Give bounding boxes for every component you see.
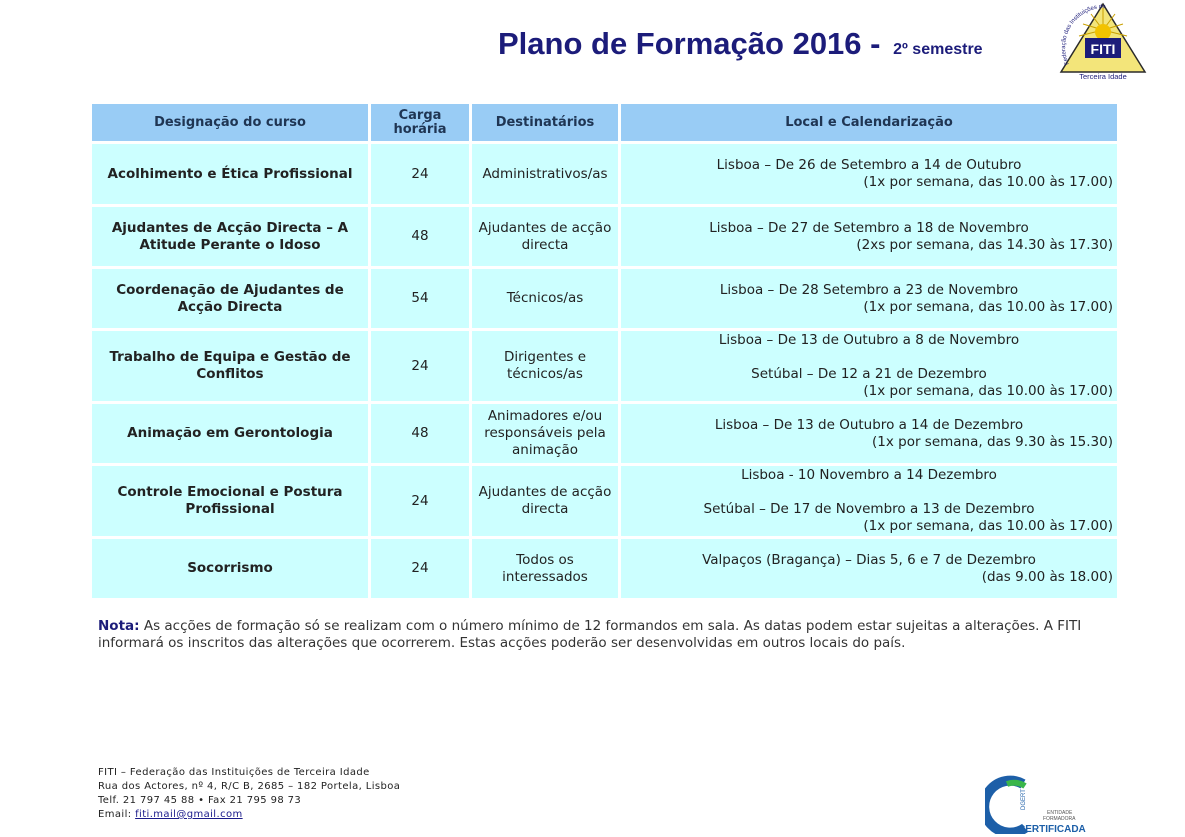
course-audience: Dirigentes e técnicos/as	[472, 331, 618, 401]
cert-org-text: DGERT	[1021, 789, 1027, 810]
logo-fiti-text: FITI	[1090, 41, 1116, 57]
certification-badge	[985, 772, 1090, 834]
course-schedule	[621, 539, 1117, 598]
table-row	[92, 331, 1117, 401]
schedule-line: Valpaços (Bragança) – Dias 5, 6 e 7 de Dezembro	[702, 551, 1036, 568]
cert-line1: ENTIDADE	[1047, 810, 1073, 816]
course-name: Socorrismo	[92, 539, 368, 598]
course-schedule	[621, 269, 1117, 328]
schedule-line: Setúbal – De 12 a 21 de Dezembro	[751, 366, 987, 382]
column-header-location: Local e Calendarização	[621, 104, 1117, 141]
course-hours: 48	[371, 207, 469, 266]
course-hours: 48	[371, 404, 469, 463]
course-schedule	[621, 207, 1117, 266]
course-name: Controle Emocional e Postura Profissional	[92, 466, 368, 536]
schedule-line: (1x por semana, das 10.00 às 17.00)	[863, 298, 1113, 315]
footer-address: Rua dos Actores, nº 4, R/C B, 2685 – 182 Portela, Lisboa	[98, 781, 401, 792]
course-name: Ajudantes de Acção Directa – A Atitude Perante o Idoso	[92, 207, 368, 266]
course-hours: 24	[371, 144, 469, 204]
schedule-line: Lisboa - 10 Novembro a 14 Dezembro	[741, 467, 997, 483]
table-row	[92, 269, 1117, 328]
schedule-line: (das 9.00 às 18.00)	[981, 568, 1113, 585]
table-header-row	[92, 104, 1117, 141]
footer-email-line	[98, 808, 400, 822]
page-title	[498, 26, 983, 62]
course-audience: Técnicos/as	[472, 269, 618, 328]
table-row	[92, 466, 1117, 536]
table-row	[92, 539, 1117, 598]
course-name: Acolhimento e Ética Profissional	[92, 144, 368, 204]
schedule-line: Lisboa – De 26 de Setembro a 14 de Outubro	[716, 157, 1022, 173]
course-schedule	[621, 466, 1117, 536]
schedule-line: (1x por semana, das 10.00 às 17.00)	[863, 383, 1113, 399]
schedule-line: (1x por semana, das 10.00 às 17.00)	[863, 518, 1113, 534]
schedule-line: Lisboa – De 28 Setembro a 23 de Novembro	[719, 281, 1019, 298]
logo-arc-text: Federação das Instituições de	[1061, 4, 1106, 66]
table-row	[92, 207, 1117, 266]
column-header-course: Designação do curso	[92, 104, 368, 141]
schedule-line: Lisboa – De 13 de Outubro a 14 de Dezembro	[714, 416, 1024, 433]
course-audience: Animadores e/ou responsáveis pela animação	[472, 404, 618, 463]
schedule-line: (1x por semana, das 10.00 às 17.00)	[863, 174, 1113, 190]
logo-bottom-text: Terceira Idade	[1079, 72, 1127, 80]
course-hours: 24	[371, 539, 469, 598]
column-header-hours: Carga horária	[371, 104, 469, 141]
course-schedule	[621, 404, 1117, 463]
cert-line2: FORMADORA	[1043, 816, 1076, 822]
course-name: Animação em Gerontologia	[92, 404, 368, 463]
footer-email-label: Email:	[98, 809, 132, 820]
course-name: Trabalho de Equipa e Gestão de Conflitos	[92, 331, 368, 401]
schedule-line: Lisboa – De 27 de Setembro a 18 de Novembro	[709, 219, 1029, 236]
schedule-line: Setúbal – De 17 de Novembro a 13 de Dezembro	[703, 501, 1035, 517]
schedule-line: (1x por semana, das 9.30 às 15.30)	[871, 433, 1113, 450]
course-audience: Ajudantes de acção directa	[472, 207, 618, 266]
course-hours: 24	[371, 331, 469, 401]
column-header-audience: Destinatários	[472, 104, 618, 141]
course-schedule	[621, 331, 1117, 401]
course-schedule	[621, 144, 1117, 204]
fiti-logo	[1053, 0, 1153, 80]
course-audience: Ajudantes de acção directa	[472, 466, 618, 536]
footer-org: FITI – Federação das Instituições de Terceira Idade	[98, 767, 370, 778]
course-hours: 24	[371, 466, 469, 536]
course-hours: 54	[371, 269, 469, 328]
email-link[interactable]: fiti.mail@gmail.com	[135, 809, 243, 820]
training-plan-table	[89, 101, 1120, 601]
course-audience: Administrativos/as	[472, 144, 618, 204]
title-semester: 2º semestre	[893, 41, 983, 58]
table-row	[92, 144, 1117, 204]
footer-phone: Telf. 21 797 45 88 • Fax 21 795 98 73	[98, 795, 302, 806]
note-label: Nota:	[98, 618, 140, 634]
course-audience: Todos os interessados	[472, 539, 618, 598]
note-text: As acções de formação só se realizam com o número mínimo de 12 formandos em sala. As datas podem estar sujeitas a alterações. A FITI informará os inscritos das alterações que ocorrerem. Estas acções poderão ser desenvolvidas em outros locais do país.	[98, 618, 1082, 651]
footnote	[98, 618, 1148, 652]
cert-line3: CERTIFICADA	[1018, 824, 1086, 834]
course-name: Coordenação de Ajudantes de Acção Directa	[92, 269, 368, 328]
footer-contacts	[98, 766, 400, 822]
table-row	[92, 404, 1117, 463]
schedule-line: Lisboa – De 13 de Outubro a 8 de Novembro	[718, 332, 1020, 348]
title-text: Plano de Formação 2016 -	[498, 26, 881, 61]
schedule-line: (2xs por semana, das 14.30 às 17.30)	[856, 236, 1113, 253]
